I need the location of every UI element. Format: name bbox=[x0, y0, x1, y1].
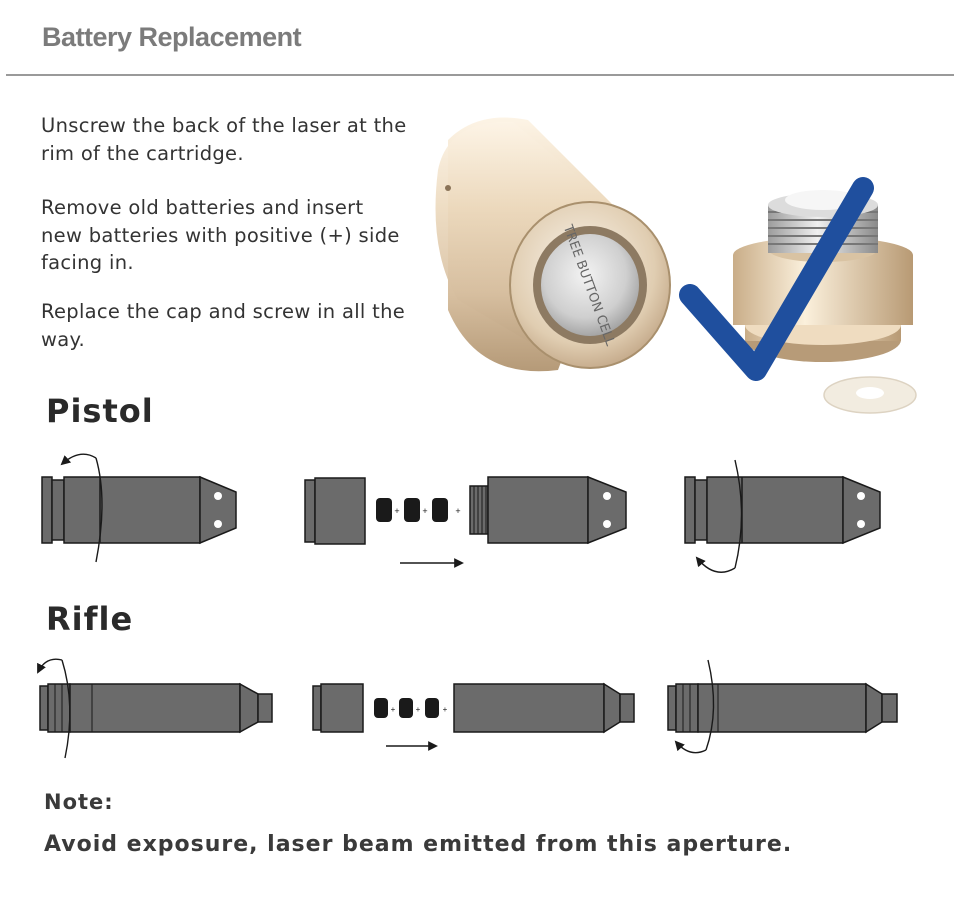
note-text: Avoid exposure, laser beam emitted from this aperture. bbox=[44, 832, 793, 857]
rifle-step-open bbox=[313, 684, 634, 746]
battery-cell bbox=[376, 498, 392, 522]
polarity-symbol: + bbox=[415, 705, 421, 714]
polarity-symbol: + bbox=[394, 506, 400, 516]
rifle-diagram bbox=[0, 650, 960, 770]
header-divider bbox=[6, 74, 954, 76]
instruction-step-1: Unscrew the back of the laser at the rim of the cartridge. bbox=[41, 114, 407, 165]
section-title-pistol: Pistol bbox=[46, 392, 154, 430]
battery-cell bbox=[432, 498, 448, 522]
polarity-symbol: + bbox=[390, 705, 396, 714]
page-title: Battery Replacement bbox=[42, 22, 302, 52]
section-title-rifle: Rifle bbox=[46, 600, 134, 638]
rifle-step-closed bbox=[38, 659, 272, 758]
rubber-washer bbox=[824, 377, 916, 413]
battery-engraving: TREE BUTTON CELL bbox=[559, 223, 618, 348]
rifle-step-reassembled bbox=[668, 660, 897, 753]
battery-cell bbox=[399, 698, 413, 718]
polarity-symbol: + bbox=[442, 705, 448, 714]
pistol-diagram bbox=[0, 440, 960, 590]
polarity-symbol: + bbox=[422, 506, 428, 516]
battery-cell bbox=[404, 498, 420, 522]
note-label: Note: bbox=[44, 790, 114, 814]
pistol-step-reassembled bbox=[685, 460, 880, 572]
instruction-step-2: Remove old batteries and insert new batteries with positive (+) side facing in. bbox=[41, 196, 400, 274]
instruction-step-3: Replace the cap and screw in all the way. bbox=[41, 300, 406, 351]
laser-cartridge-photo bbox=[418, 100, 948, 440]
battery-cell bbox=[374, 698, 388, 718]
pistol-step-open bbox=[305, 477, 626, 563]
pistol-step-closed bbox=[42, 454, 236, 562]
cartridge-body bbox=[436, 118, 671, 372]
polarity-symbol: + bbox=[455, 506, 461, 516]
battery-cell bbox=[425, 698, 439, 718]
